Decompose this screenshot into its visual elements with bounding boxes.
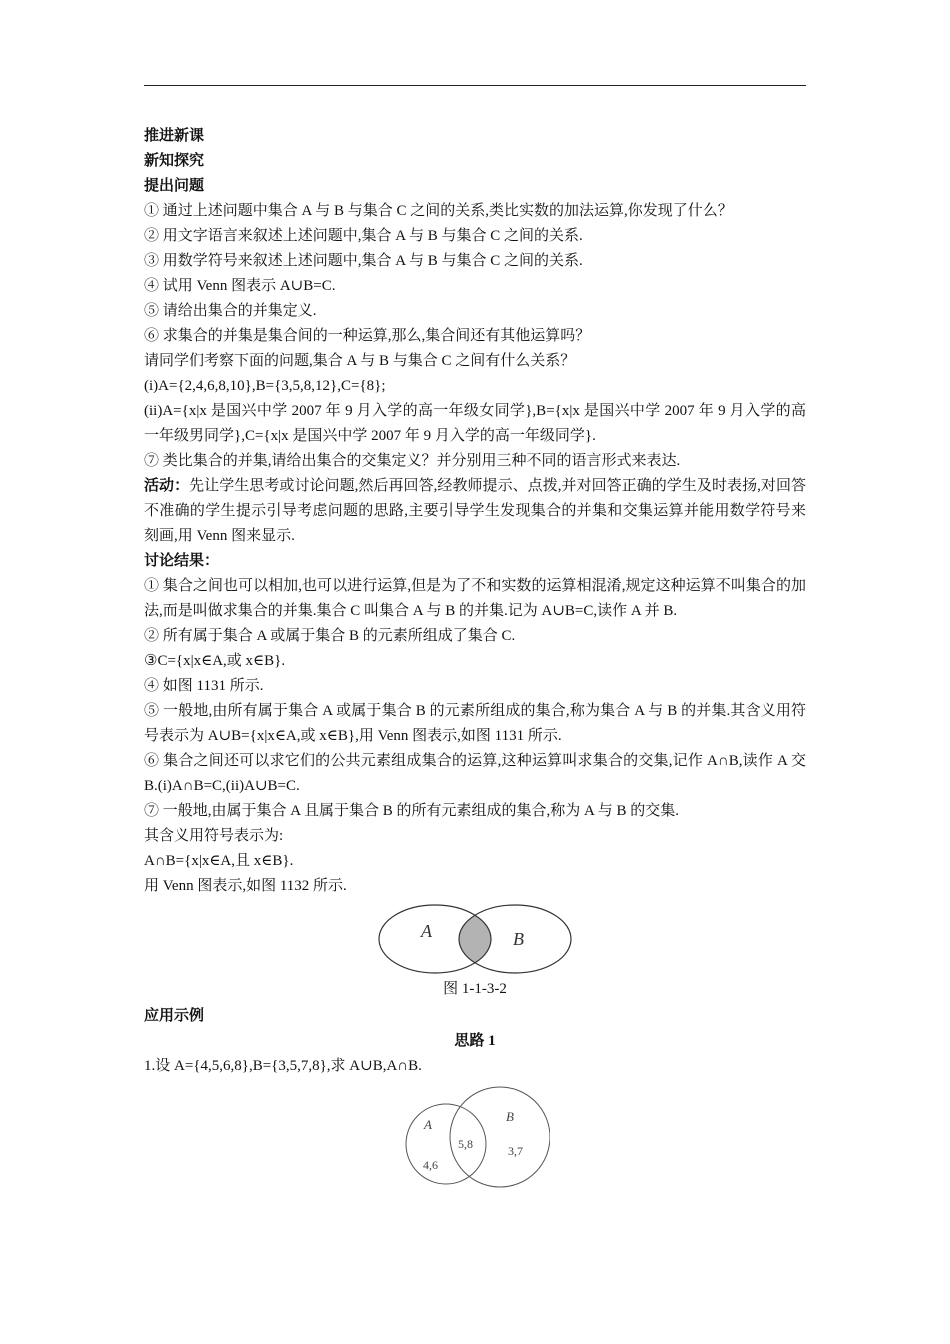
result-7: ⑦ 一般地,由属于集合 A 且属于集合 B 的所有元素组成的集合,称为 A 与 B 的交集. <box>144 803 680 819</box>
heading-approach-1: 思路 1 <box>454 1033 496 1049</box>
result-10: 用 Venn 图表示,如图 1132 所示. <box>144 878 347 894</box>
investigate-prompt: 请同学们考察下面的问题,集合 A 与 B 与集合 C 之间有什么关系？ <box>144 353 576 369</box>
result-6: ⑥ 集合之间还可以求它们的公共元素组成集合的运算,这种运算叫求集合的交集,记作 A∩B,读作 A 交 B.(i)A∩B=C,(ii)A∪B=C. <box>144 753 806 794</box>
set-a-label: A <box>424 1117 432 1132</box>
example-venn-figure <box>400 1083 550 1191</box>
figure-caption: 图 1-1-3-2 <box>443 981 507 997</box>
result-9: A∩B={x|x∈A,且 x∈B}. <box>144 853 294 869</box>
set-b-label: B <box>506 1109 514 1124</box>
question-6: ⑥ 求集合的并集是集合间的一种运算,那么,集合间还有其他运算吗？ <box>144 328 591 344</box>
activity-paragraph <box>144 474 806 549</box>
heading-questions: 提出问题 <box>144 178 205 194</box>
heading-application: 应用示例 <box>144 1008 205 1024</box>
result-1: ① 集合之间也可以相加,也可以进行运算,但是为了不和实数的运算相混淆,规定这种运算不叫集合的加法,而是叫做求集合的并集.集合 C 叫集合 A 与 B 的并集.记为 A∪B=C,读作 A 并 B. <box>144 578 806 619</box>
question-5: ⑤ 请给出集合的并集定义. <box>144 303 317 319</box>
discussion-label: 讨论结果： <box>144 553 220 569</box>
result-2: ② 所有属于集合 A 或属于集合 B 的元素所组成了集合 C. <box>144 628 516 644</box>
question-4: ④ 试用 Venn 图表示 A∪B=C. <box>144 278 336 294</box>
result-3: ③C={x|x∈A,或 x∈B}. <box>144 653 286 669</box>
question-3: ③ 用数学符号来叙述上述问题中,集合 A 与 B 与集合 C 之间的关系. <box>144 253 583 269</box>
question-7: ⑦ 类比集合的并集,请给出集合的交集定义？并分别用三种不同的语言形式来表达. <box>144 453 681 469</box>
set-b-label: B <box>513 929 524 949</box>
result-4: ④ 如图 1131 所示. <box>144 678 264 694</box>
case-i: (i)A={2,4,6,8,10},B={3,5,8,12},C={8}; <box>144 378 386 394</box>
heading-explore: 新知探究 <box>144 153 205 169</box>
question-1: ① 通过上述问题中集合 A 与 B 与集合 C 之间的关系,类比实数的加法运算,你发现了什么？ <box>144 203 733 219</box>
heading-new-lesson: 推进新课 <box>144 128 205 144</box>
result-5: ⑤ 一般地,由所有属于集合 A 或属于集合 B 的元素所组成的集合,称为集合 A 与 B 的并集.其含义用符号表示为 A∪B={x|x∈A,或 x∈B},用 Venn 图表示,如图 1131 所示. <box>144 703 806 744</box>
activity-label: 活动： <box>144 478 190 494</box>
result-8: 其含义用符号表示为: <box>144 828 284 844</box>
intersection-elements: 5,8 <box>458 1137 473 1151</box>
header-rule <box>144 85 806 86</box>
question-2: ② 用文字语言来叙述上述问题中,集合 A 与 B 与集合 C 之间的关系. <box>144 228 583 244</box>
set-a-label: A <box>421 921 432 941</box>
page-content <box>144 124 806 1191</box>
set-a-circle <box>406 1104 486 1184</box>
activity-text: 先让学生思考或讨论问题,然后再回答,经教师提示、点拨,并对回答正确的学生及时表扬,对回答不准确的学生提示引导考虑问题的思路,主要引导学生发现集合的并集和交集运算并能用数学符号来刻画,用 Venn 图来显示. <box>144 478 806 544</box>
case-ii: (ii)A={x|x 是国兴中学 2007 年 9 月入学的高一年级女同学},B={x|x 是国兴中学 2007 年 9 月入学的高一年级男同学},C={x|x 是国兴中学 2007 年 9 月入学的高一年级同学}. <box>144 403 806 444</box>
example-1: 1.设 A={4,5,6,8},B={3,5,7,8},求 A∪B,A∩B. <box>144 1058 422 1074</box>
only-b-elements: 3,7 <box>508 1144 523 1158</box>
intersection-venn-figure <box>375 903 575 975</box>
only-a-elements: 4,6 <box>423 1158 438 1172</box>
